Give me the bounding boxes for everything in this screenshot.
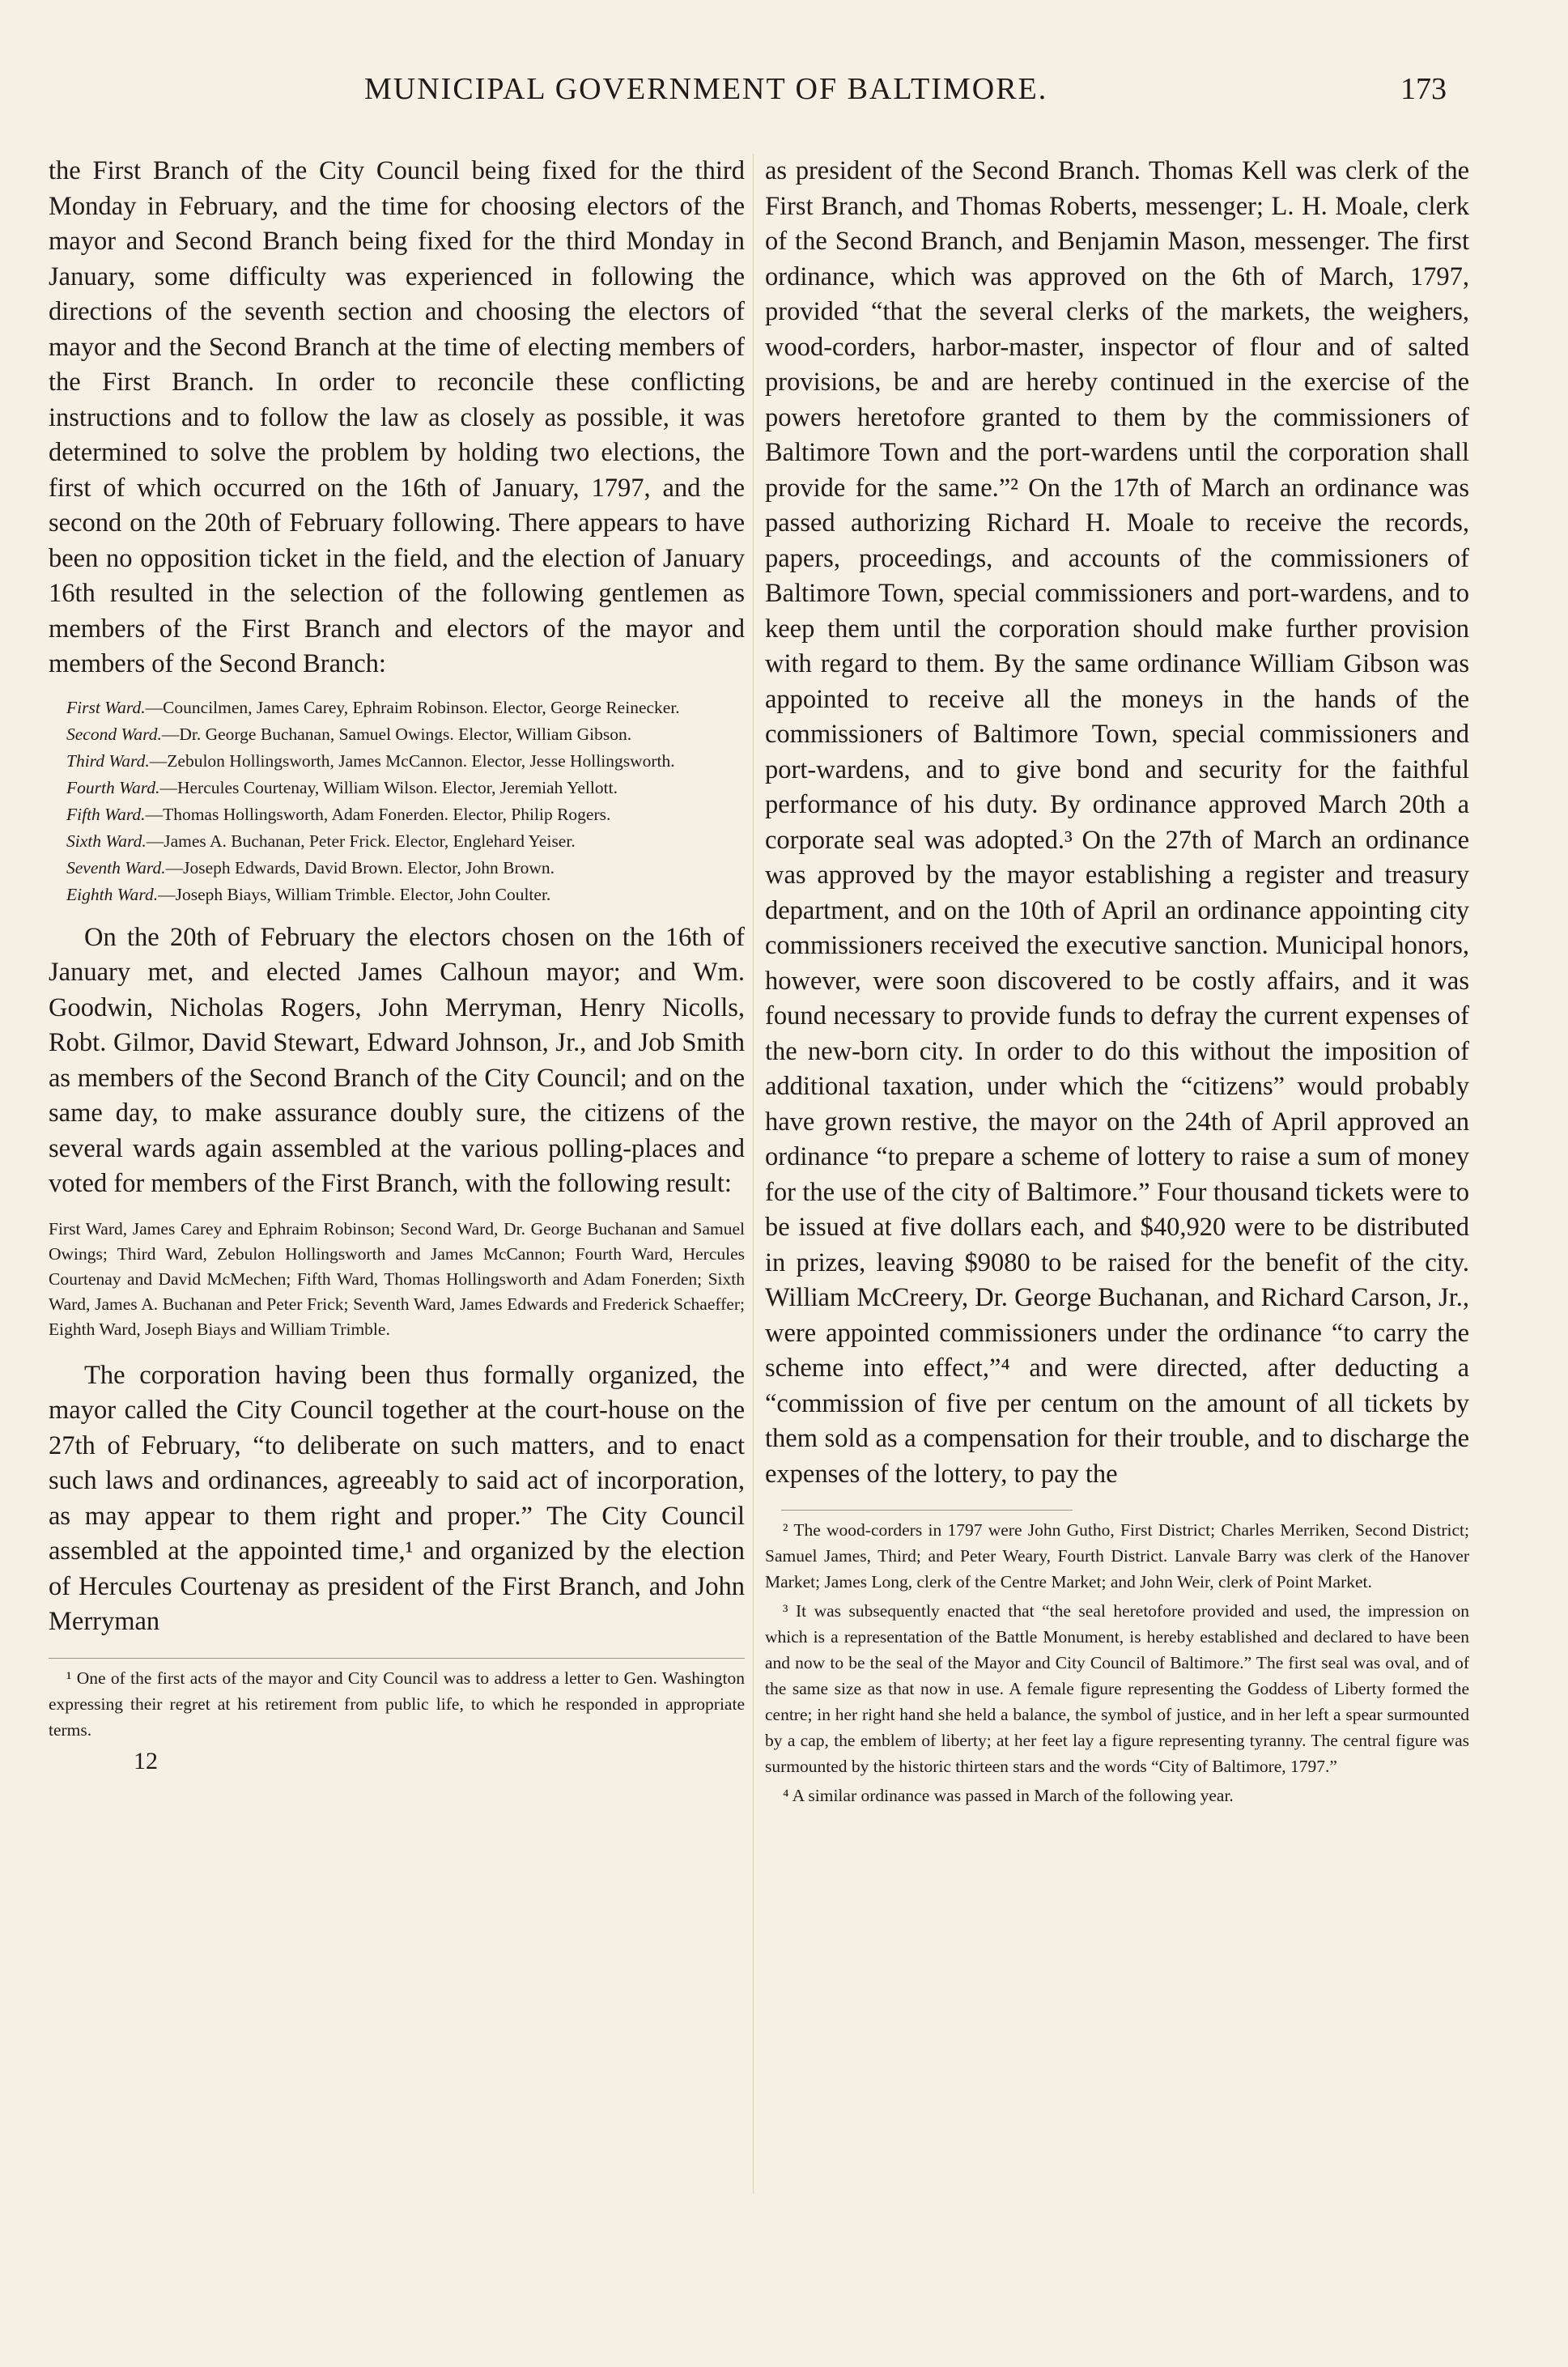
election-result: First Ward, James Carey and Ephraim Robinson; Second Ward, Dr. George Buchanan and Samuel Owings; Third Ward, Zebulon Hollingsworth and James McCannon; Fourth Ward, Hercules Courtenay and David McMechen; Fifth Ward, Thomas Hollingsworth and Adam Fonerden; Sixth Ward, James A. Buchanan and Peter Frick; Seventh Ward, James Edwards and Frederick Schaeffer; Eighth Ward, Joseph Biays and William Trimble. [49,1218,745,1339]
ward-text: —Zebulon Hollingsworth, James McCannon. Elector, Jesse Hollingsworth. [149,750,675,771]
ward-text: —Thomas Hollingsworth, Adam Fonerden. Elector, Philip Rogers. [145,804,611,824]
ward-text: —Joseph Biays, William Trimble. Elector, John Coulter. [158,884,551,904]
ward-name: Seventh Ward. [66,857,166,878]
paragraph: The corporation having been thus formally organized, the mayor called the City Council together at the court-house on the 27th of February, “to deliberate on such matters, and to enact such laws and ordinances, agreeably to said act of incorporation, as may appear to them right and proper.” The City Council assembled at the appointed time,¹ and organized by the election of Hercules Courtenay as president of the First Branch, and John Merryman [49,1360,745,1636]
footnote: ¹ One of the first acts of the mayor and City Council was to address a letter to Gen. Washington expressing their regret at his retirement from public life, to which he responded in appropriate terms. [49,1668,745,1740]
ward-entry [49,749,745,774]
footnote: ³ It was subsequently enacted that “the seal heretofore provided and used, the impression on which is a representation of the Battle Monument, is hereby established and declared to have been and now to be the seal of the Mayor and City Council of Baltimore.” The first seal was oval, and of the same size as that now in use. A female figure representing the Goddess of Liberty formed the centre; in her right hand she held a balance, the symbol of justice, and in her left a spear surmounted by a cap, the emblem of liberty; at her feet lay a figure representing tyranny. The central figure was surmounted by the historic thirteen stars and the words “City of Baltimore, 1797.” [765,1601,1469,1776]
paragraph: as president of the Second Branch. Thomas Kell was clerk of the First Branch, and Thomas Roberts, messenger; L. H. Moale, clerk of the Second Branch, and Benjamin Mason, messenger. The first ordinance, which was approved on the 6th of March, 1797, provided “that the several clerks of the markets, the weighers, wood-corders, harbor-master, inspector of flour and of salted provisions, be and are hereby continued in the exercise of the powers heretofore granted to them by the commissioners of Baltimore Town and the port-wardens until the corporation shall provide for the same.”² On the 17th of March an ordinance was passed authorizing Richard H. Moale to receive the records, papers, proceedings, and accounts of the commissioners of Baltimore Town, special commissioners and port-wardens, and to keep them until the corporation should make further provision with regard to them. By the same ordinance William Gibson was appointed to receive all the moneys in the hands of the commissioners of Baltimore Town, special commissioners and port-wardens, and to give bond and security for the faithful performance of his duty. By ordinance approved March 20th a corporate seal was adopted.³ On the 27th of March an ordinance was approved by the mayor establishing a register and treasury department, and on the 10th of April an ordinance appointing city commissioners received the executive sanction. Municipal honors, however, were soon discovered to be costly affairs, and it was found necessary to provide funds to defray the current expenses of the new-born city. In order to do this without the imposition of additional taxation, under which the “citizens” would probably have grown restive, the mayor on the 24th of April approved an ordinance “to prepare a scheme of lottery to raise a sum of money for the use of the city of Baltimore.” Four thousand tickets were to be issued at five dollars each, and $40,920 were to be distributed in prizes, leaving $9080 to be raised for the benefit of the city. William McCreery, Dr. George Buchanan, and Richard Carson, Jr., were appointed commissioners under the ordinance “to carry the scheme into effect,”⁴ and were directed, after deducting a “commission of five per centum on the amount of all tickets by them sold as a compensation for their trouble, and to discharge the expenses of the lottery, to pay the [765,156,1469,1489]
ward-text: —Hercules Courtenay, William Wilson. Elector, Jeremiah Yellott. [159,777,618,797]
ward-text: —Councilmen, James Carey, Ephraim Robinson. Elector, George Reinecker. [145,697,680,717]
ward-text: —Dr. George Buchanan, Samuel Owings. Elector, William Gibson. [161,724,632,744]
ward-name: Fourth Ward. [66,777,160,797]
page-number: 173 [1400,72,1447,106]
ward-name: First Ward. [66,697,146,717]
ward-entry [49,802,745,827]
ward-list [49,695,745,907]
ward-entry [49,856,745,881]
ward-name: Third Ward. [66,750,150,771]
ward-text: —Joseph Edwards, David Brown. Elector, John Brown. [165,857,555,878]
ward-entry [49,695,745,720]
ward-entry [49,722,745,747]
ward-entry [49,829,745,854]
ward-text: —James A. Buchanan, Peter Frick. Elector, Englehard Yeiser. [146,831,576,851]
ward-name: Sixth Ward. [66,831,147,851]
footnote: ² The wood-corders in 1797 were John Gutho, First District; Charles Merriken, Second District; Samuel James, Third; and Peter Weary, Fourth District. Lanvale Barry was clerk of the Hanover Market; James Long, clerk of the Centre Market; and John Weir, clerk of Point Market. [765,1520,1469,1591]
signature-mark: 12 [134,1747,158,1774]
footnote-rule [781,1510,1073,1511]
running-title: MUNICIPAL GOVERNMENT OF BALTIMORE. [364,72,1048,106]
footnote: ⁴ A similar ordinance was passed in March of the following year. [783,1786,1234,1805]
ward-entry [49,882,745,907]
ward-name: Eighth Ward. [66,884,159,904]
paragraph: On the 20th of February the electors chosen on the 16th of January met, and elected James Calhoun mayor; and Wm. Goodwin, Nicholas Rogers, John Merryman, Henry Nicolls, Robt. Gilmor, David Stewart, Edward Johnson, Jr., and Job Smith as members of the Second Branch of the City Council; and on the same day, to make assurance doubly sure, the citizens of the several wards again assembled at the various polling-places and voted for members of the First Branch, with the following result: [49,922,745,1198]
right-column [765,154,1469,1812]
ward-name: Fifth Ward. [66,804,146,824]
page-header [0,71,1568,120]
paragraph: the First Branch of the City Council being fixed for the third Monday in February, and the time for choosing electors of the mayor and Second Branch being fixed for the third Monday in January, some difficulty was experienced in following the directions of the seventh section and choosing the electors of mayor and the Second Branch at the time of electing members of the First Branch. In order to reconcile these conflicting instructions and to follow the law as closely as possible, it was determined to solve the problem by holding two elections, the first of which occurred on the 16th of January, 1797, and the second on the 20th of February following. There appears to have been no opposition ticket in the field, and the election of January 16th resulted in the selection of the following gentlemen as members of the First Branch and electors of the mayor and members of the Second Branch: [49,156,745,678]
ward-entry [49,776,745,801]
ward-name: Second Ward. [66,724,162,744]
column-divider [753,154,754,2194]
left-column [49,154,745,1775]
footnote-rule [49,1658,745,1659]
